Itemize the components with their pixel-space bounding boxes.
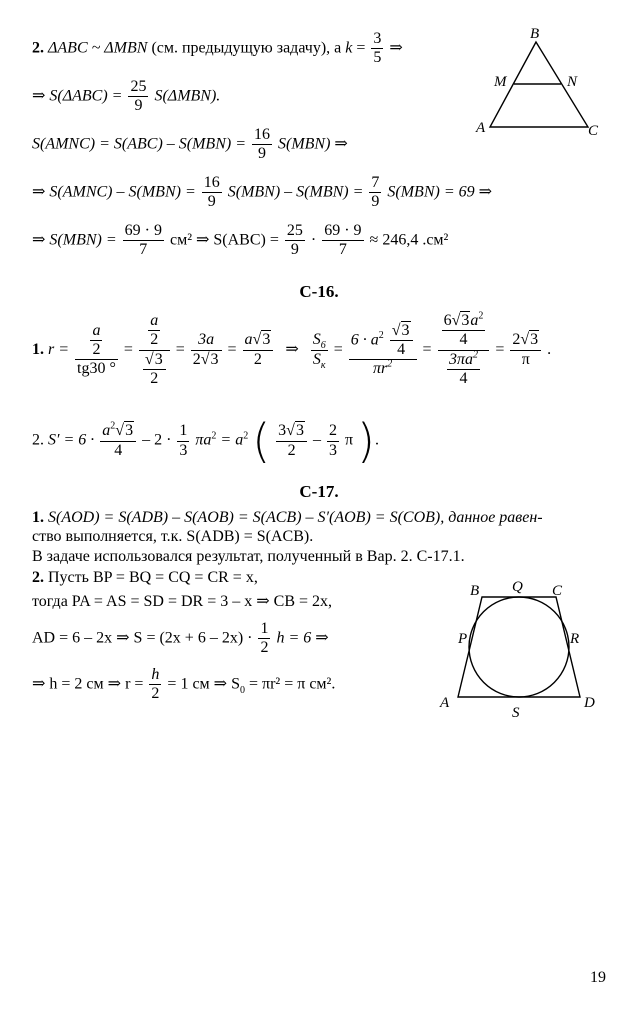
- label-c: C: [552, 583, 563, 599]
- label-b: B: [470, 583, 480, 599]
- label-d: D: [584, 695, 595, 711]
- equation-amnc: S(AMNC) = S(ABC) – S(MBN) = $\frac{16}{9}$ S(MBN) ⇒: [32, 126, 348, 163]
- c17-problem2-line3: AD = 6 – 2x ⇒ S = (2x + 6 – 2x) · $\frac{1}{2}$ h = 6 ⇒: [32, 620, 329, 657]
- c16-problem1: 1. r = $\frac{\frac{a}{2}}{tg30 ^\circ}$ = $\frac{\frac{a}{2}}{\frac{√3}{2}}$ = $\frac{3a}{2√3}$ = $\frac{a√3}{2}$ ⇒ $\frac{S_6}{S_к}$ = $6 \cdot a^2$ $\frac{√3}{4}$ $\pi r^2$ = $\frac{\frac{6√3a^2}{4}}{\frac{3\pi a^2}{4}}$ = $\frac{2√3}{\pi}$ .: [32, 310, 552, 388]
- label-a: A: [440, 695, 450, 711]
- equation-difference: ⇒ S(AMNC) – S(MBN) = $\frac{16}{9}$ S(MBN) – S(MBN) = $\frac{7}{9}$ S(MBN) = 69 ⇒: [32, 174, 493, 211]
- fraction-25-9: $\frac{25}{9}$: [130, 78, 147, 115]
- section-heading-c17: С-17.: [299, 482, 339, 501]
- label-n: N: [567, 74, 578, 90]
- inscribed-circle: [469, 597, 569, 697]
- label-a: A: [476, 120, 486, 136]
- fraction-k: $\frac{3}{5}$: [373, 30, 382, 67]
- equation-result: ⇒ S(MBN) = $\frac{69 \cdot 9}{7}$ см² ⇒ S(ABC) = $\frac{25}{9}$ · $\frac{69 \cdot 9}{7}$ ≈ 246,4 .см²: [32, 222, 449, 259]
- label-s: S: [512, 705, 520, 721]
- c17-problem1-line2: ство выполняется, т.к. S(ADB) = S(ACB).: [32, 528, 314, 545]
- label-p: P: [458, 631, 468, 647]
- c17-problem1-line3: В задаче использовался результат, полученный в Вар. 2. С-17.1.: [32, 548, 465, 565]
- trapezoid-abcd: [458, 597, 580, 697]
- label-m: M: [494, 74, 507, 90]
- trapezoid-diagram: [432, 575, 612, 725]
- label-b: B: [530, 26, 540, 42]
- triangle-diagram: [470, 22, 610, 142]
- label-c: C: [588, 123, 599, 139]
- label-r: R: [570, 631, 580, 647]
- c17-problem2-line1: 2. Пусть BP = BQ = CQ = CR = x,: [32, 569, 258, 586]
- problem2-statement: 2. ΔABC ~ ΔMBN (см. предыдущую задачу), а k = $\frac{3}{5}$ ⇒: [32, 30, 403, 67]
- c17-problem2-line2: тогда PA = AS = SD = DR = 3 – x ⇒ CB = 2x,: [32, 593, 333, 610]
- c17-problem2-line4: ⇒ h = 2 см ⇒ r = $\frac{h}{2}$ = 1 см ⇒ $S_0 = \pi r^2 = \pi$ см².: [32, 666, 336, 703]
- label-q: Q: [512, 579, 523, 595]
- c17-problem1-line1: 1. S(AOD) = S(ADB) – S(AOB) = S(ACB) – S′(AOB) = S(COB), данное равен-: [32, 509, 543, 526]
- page-number: 19: [590, 969, 606, 986]
- fraction-16-9: $\frac{16}{9}$: [254, 126, 270, 163]
- section-heading-c16: С-16.: [299, 282, 339, 301]
- equation-area-abc: ⇒ S(ΔABC) = $\frac{25}{9}$ S(ΔMBN).: [32, 78, 221, 115]
- c16-problem2: 2. S′ = 6 · $\frac{a^2√3}{4}$ – 2 · $\frac{1}{3}$ $\pi a^2 = a^2$ ( $\frac{3√3}{2}$ – $\frac{2}{3}$ π ).: [32, 414, 379, 468]
